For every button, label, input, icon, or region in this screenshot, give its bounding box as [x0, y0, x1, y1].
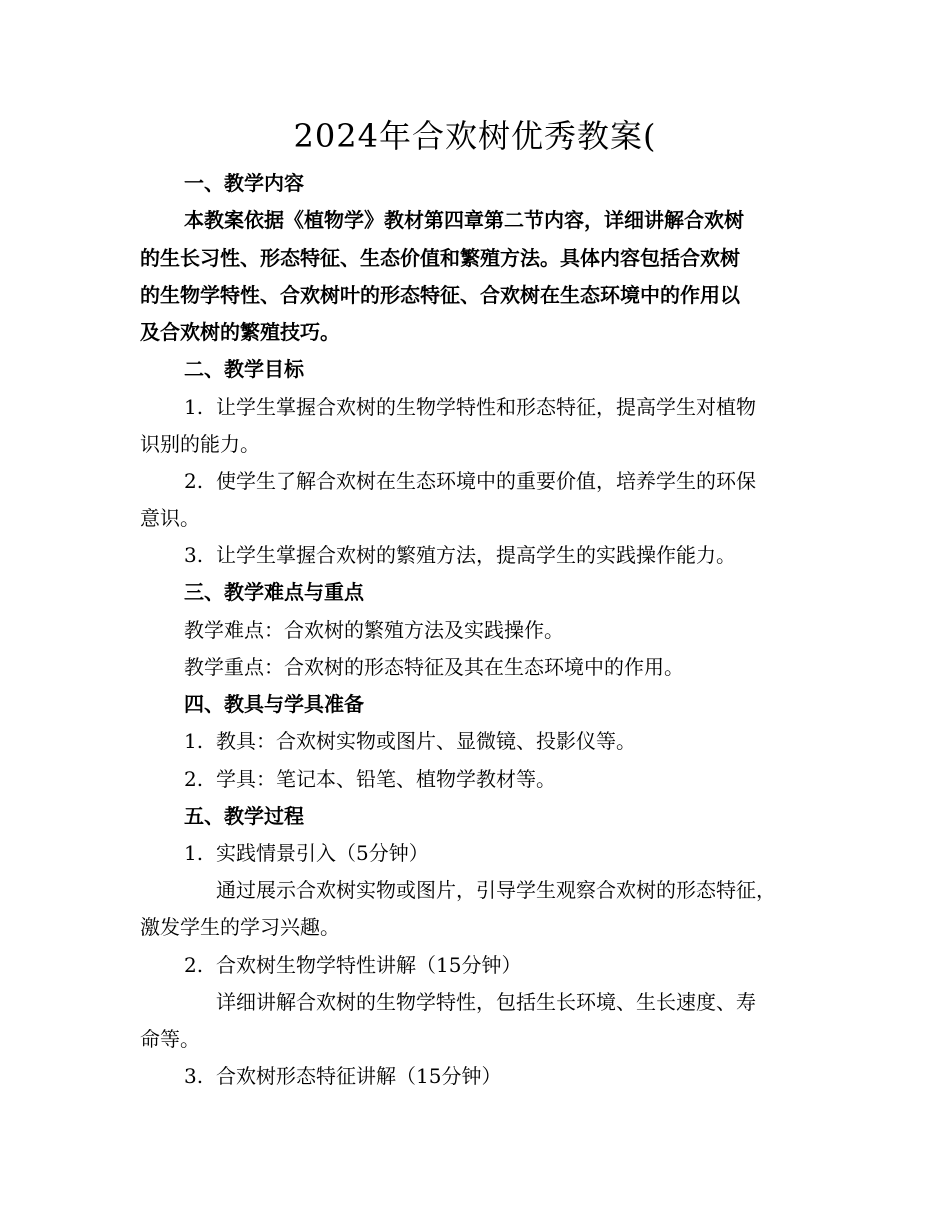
- list-item: [184, 950, 521, 980]
- list-item: [184, 392, 756, 422]
- list-item: [184, 1061, 501, 1091]
- list-text: 合欢树生物学特性讲解（15分钟）: [216, 953, 522, 977]
- list-number: 3.: [184, 543, 204, 567]
- list-item: [184, 540, 736, 570]
- paragraph-line: 及合欢树的繁殖技巧。: [140, 320, 340, 344]
- list-text: 实践情景引入（5分钟）: [216, 841, 429, 865]
- section-heading-materials: 四、教具与学具准备: [184, 692, 364, 716]
- list-text: 教具：合欢树实物或图片、显微镜、投影仪等。: [216, 729, 636, 753]
- list-item: [184, 726, 636, 756]
- paragraph-line: 本教案依据《植物学》教材第四章第二节内容，详细讲解合欢树: [184, 208, 744, 232]
- paragraph-line: 命等。: [140, 1027, 200, 1051]
- list-number: 2.: [184, 953, 204, 977]
- paragraph-line: 的生物学特性、合欢树叶的形态特征、合欢树在生态环境中的作用以: [140, 283, 740, 307]
- section-heading-key-points: 三、教学难点与重点: [184, 580, 364, 604]
- list-item: [184, 838, 429, 868]
- list-item: [184, 466, 756, 496]
- section-heading-process: 五、教学过程: [184, 804, 304, 828]
- list-text: 让学生掌握合欢树的生物学特性和形态特征，提高学生对植物: [216, 395, 756, 419]
- list-number: 1.: [184, 395, 204, 419]
- paragraph-line: 识别的能力。: [140, 432, 260, 456]
- list-number: 2.: [184, 469, 204, 493]
- section-heading-goals: 二、教学目标: [184, 357, 304, 381]
- list-text: 合欢树形态特征讲解（15分钟）: [216, 1064, 502, 1088]
- paragraph-line: 教学难点：合欢树的繁殖方法及实践操作。: [184, 618, 564, 642]
- section-heading-content: 一、教学内容: [184, 171, 304, 195]
- paragraph-line: 详细讲解合欢树的生物学特性，包括生长环境、生长速度、寿: [216, 990, 756, 1014]
- paragraph-line: 激发学生的学习兴趣。: [140, 915, 340, 939]
- list-number: 1.: [184, 729, 204, 753]
- list-number: 2.: [184, 767, 204, 791]
- paragraph-line: 通过展示合欢树实物或图片，引导学生观察合欢树的形态特征，: [216, 878, 776, 902]
- paragraph-line: 教学重点：合欢树的形态特征及其在生态环境中的作用。: [184, 655, 684, 679]
- list-item: [184, 764, 556, 794]
- paragraph-line: 意识。: [140, 506, 200, 530]
- list-text: 学具：笔记本、铅笔、植物学教材等。: [216, 767, 556, 791]
- document-title: 2024年合欢树优秀教案(: [293, 117, 657, 155]
- list-text: 使学生了解合欢树在生态环境中的重要价值，培养学生的环保: [216, 469, 756, 493]
- list-number: 1.: [184, 841, 204, 865]
- list-number: 3.: [184, 1064, 204, 1088]
- list-text: 让学生掌握合欢树的繁殖方法，提高学生的实践操作能力。: [216, 543, 736, 567]
- paragraph-line: 的生长习性、形态特征、生态价值和繁殖方法。具体内容包括合欢树: [140, 246, 740, 270]
